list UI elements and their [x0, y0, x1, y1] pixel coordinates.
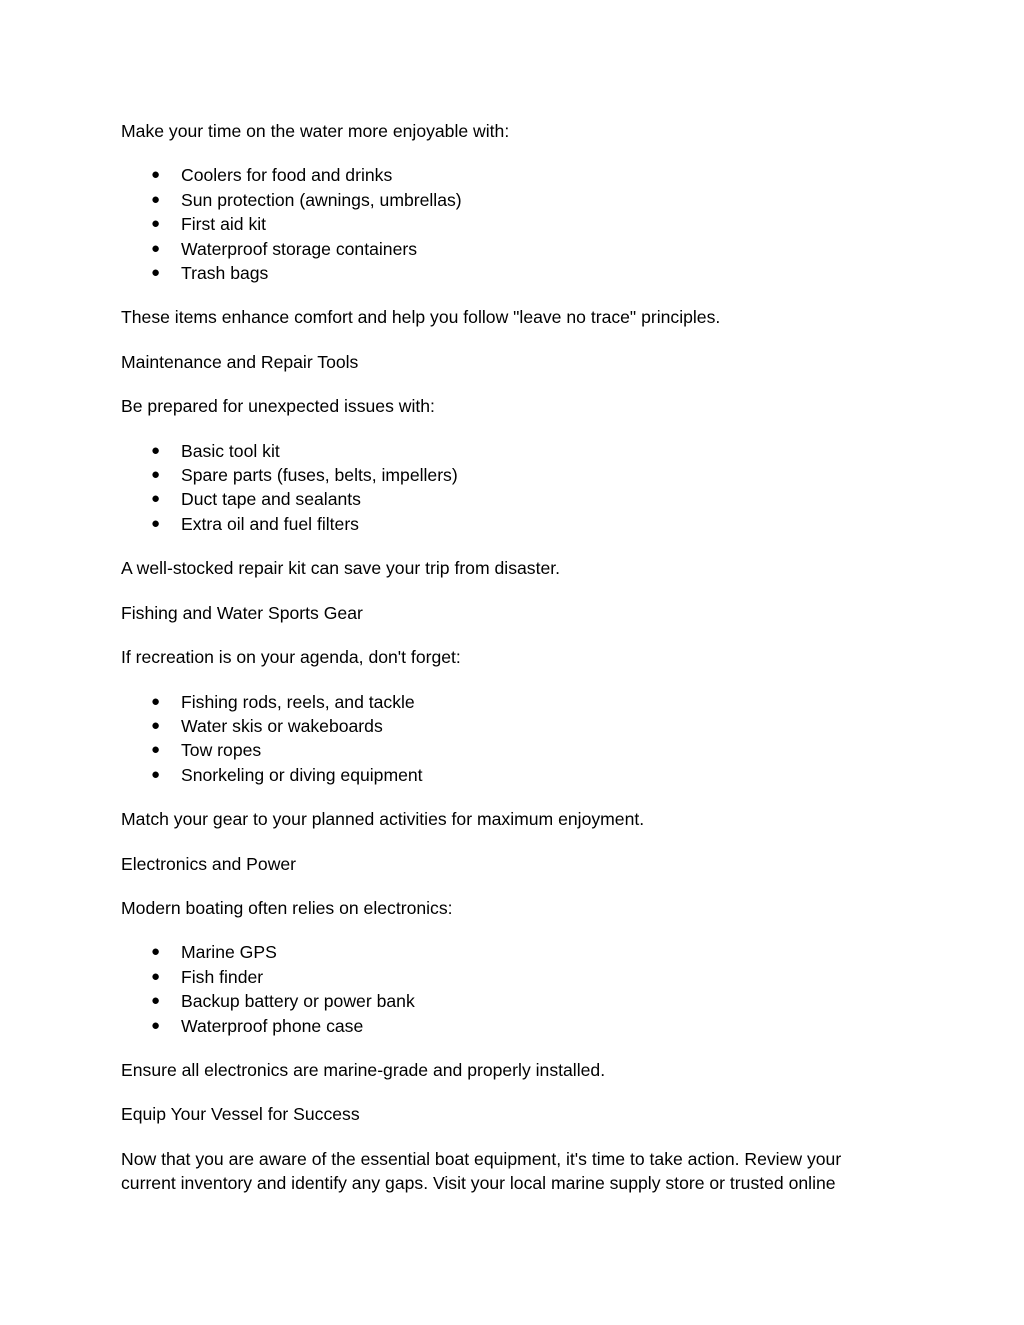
bullet-icon: ●	[151, 692, 161, 710]
fishing-note: Match your gear to your planned activities for maximum enjoyment.	[121, 809, 645, 830]
maintenance-intro: Be prepared for unexpected issues with:	[121, 396, 435, 417]
fishing-intro: If recreation is on your agenda, don't forget:	[121, 647, 461, 668]
section-heading-electronics: Electronics and Power	[121, 853, 297, 874]
bullet-icon: ●	[151, 992, 161, 1010]
bullet-icon: ●	[151, 264, 161, 282]
list-item: ● First aid kit	[121, 212, 905, 236]
list-item: ● Snorkeling or diving equipment	[121, 763, 905, 787]
list-item: ● Basic tool kit	[121, 439, 905, 463]
bullet-icon: ●	[151, 765, 161, 783]
fishing-list	[121, 690, 905, 788]
list-item: ● Coolers for food and drinks	[121, 163, 905, 187]
list-item: ● Fish finder	[121, 965, 905, 989]
electronics-intro: Modern boating often relies on electronics:	[121, 897, 453, 918]
bullet-icon: ●	[151, 514, 161, 532]
list-item: ● Duct tape and sealants	[121, 487, 905, 511]
bullet-icon: ●	[151, 490, 161, 508]
bullet-icon: ●	[151, 466, 161, 484]
bullet-icon: ●	[151, 741, 161, 759]
equip-body-line: current inventory and identify any gaps. Visit your local marine supply store or trusted online	[121, 1173, 836, 1194]
section-heading-maintenance: Maintenance and Repair Tools	[121, 351, 359, 372]
list-item: ● Waterproof phone case	[121, 1014, 905, 1038]
bullet-icon: ●	[151, 190, 161, 208]
maintenance-note: A well-stocked repair kit can save your trip from disaster.	[121, 558, 561, 579]
list-item: ● Waterproof storage containers	[121, 237, 905, 261]
list-item: ● Marine GPS	[121, 940, 905, 964]
comfort-list	[121, 163, 905, 285]
list-item: ● Tow ropes	[121, 738, 905, 762]
list-item: ● Water skis or wakeboards	[121, 714, 905, 738]
list-item: ● Sun protection (awnings, umbrellas)	[121, 188, 905, 212]
bullet-icon: ●	[151, 1016, 161, 1034]
bullet-icon: ●	[151, 215, 161, 233]
section-heading-fishing: Fishing and Water Sports Gear	[121, 602, 363, 623]
bullet-icon: ●	[151, 166, 161, 184]
bullet-icon: ●	[151, 716, 161, 734]
bullet-icon: ●	[151, 239, 161, 257]
document-body	[121, 119, 905, 1196]
list-item: ● Extra oil and fuel filters	[121, 512, 905, 536]
list-item: ● Fishing rods, reels, and tackle	[121, 690, 905, 714]
electronics-list	[121, 940, 905, 1038]
bullet-icon: ●	[151, 967, 161, 985]
list-item: ● Trash bags	[121, 261, 905, 285]
comfort-intro: Make your time on the water more enjoyable with:	[121, 121, 510, 141]
electronics-note: Ensure all electronics are marine-grade and properly installed.	[121, 1059, 606, 1080]
bullet-icon: ●	[151, 943, 161, 961]
maintenance-list	[121, 439, 905, 537]
equip-body	[121, 1147, 905, 1196]
list-item: ● Backup battery or power bank	[121, 989, 905, 1013]
bullet-icon: ●	[151, 441, 161, 459]
section-heading-equip: Equip Your Vessel for Success	[121, 1104, 360, 1125]
list-item: ● Spare parts (fuses, belts, impellers)	[121, 463, 905, 487]
comfort-note: These items enhance comfort and help you follow "leave no trace" principles.	[121, 307, 721, 328]
equip-body-line: Now that you are aware of the essential boat equipment, it's time to take action. Review your	[121, 1148, 842, 1169]
